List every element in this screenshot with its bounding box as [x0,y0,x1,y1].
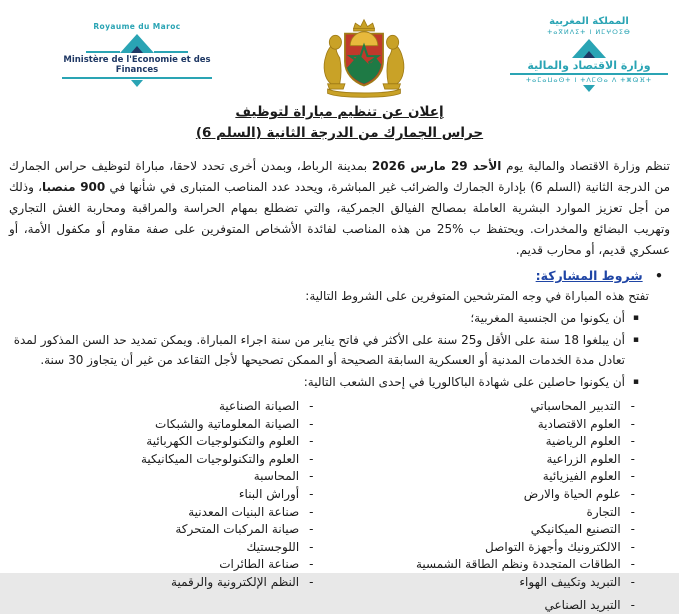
ministry-name-tifinagh: ⵜⴰⵎⴰⵡⴰⵙⵜ ⵏ ⵜⴷⵎⵙⴰ ⴷ ⵜⵥⵕⴼⵜ [505,76,673,84]
branch-item: - الطاقات المتجددة ونظم الطاقة الشمسية [340,556,636,574]
branch-item: - اللوجستيك [0,539,314,557]
intro-date-bold: الأحد 29 مارس 2026 [372,159,502,173]
branch-item: - العلوم الفيزيائية [340,468,636,486]
kingdom-name-french: Royaume du Maroc [52,22,222,31]
branch-item: - الصيانة المعلوماتية والشبكات [0,416,314,434]
intro-part-3: ، وذلك من أجل تعزيز الموارد البشرية العاملة بمصالح الفيالق الجمركية، والتي تضطلع بمهام الحراسة والمراقبة ومحاربة الغش التجاري وتهريب البضائع والمخدرات. ويحتفظ ب %25 من هذه المناصب لفائدة الأشخاص المتوفرين على صفة مقاوم أو مكفول الأمة، أو عسكري قديم، أو محارب قديم. [9,180,670,257]
title-line-1: إعلان عن تنظيم مباراة لتوظيف [0,102,679,123]
kingdom-name-arabic: المملكة المغربية [505,16,673,27]
branch-item: - الصيانة الصناعية [0,398,314,416]
branch-item: - العلوم والتكنولوجيات الكهربائية [0,433,314,451]
ministry-triangle-icon [52,34,222,53]
branch-item: - التبريد الصناعي [340,597,636,614]
small-down-triangle-icon [583,85,595,92]
condition-item: ▪ أن يكونوا حاصلين على شهادة الباكالوريا في إحدى الشعب التالية: [12,372,639,393]
condition-item: ▪ أن يكونوا من الجنسية المغربية؛ [12,308,639,329]
intro-part-1: تنظم وزارة الاقتصاد والمالية يوم [501,159,670,173]
branch-item: - العلوم والتكنولوجيات الميكانيكية [0,451,314,469]
title-line-2: حراس الجمارك من الدرجة الثانية (السلم 6) [0,123,679,144]
rule-right [154,51,188,53]
branches-column-left [0,398,340,614]
conditions-intro: تفتح هذه المباراة في وجه المترشحين المتوفرين على الشروط التالية: [0,286,649,306]
announcement-title [0,102,679,144]
coat-of-arms-wrap [222,14,505,98]
intro-part-2: بمدينة الرباط، وبمدن أخرى تحدد لاحقا، مباراة لتوظيف حراس الجمارك من الدرجة الثانية (السلم 6) بإدارة الجمارك والضرائب غير المباشرة، ويحدد عدد المناصب المتبارى في شأنها في [9,159,670,194]
branch-item: - صناعة الطائرات [0,556,314,574]
ministry-name-arabic: وزارة الاقتصاد والمالية [505,59,673,72]
branch-item: - النظم الإلكترونية والرقمية [0,574,314,592]
moroccan-coat-of-arms-icon [312,16,416,98]
conditions-heading-text: شروط المشاركة: [536,268,643,283]
branch-item: - المحاسبة [0,468,314,486]
baccalaureate-branches [0,398,679,614]
document-header [0,0,679,92]
branch-item: - صيانة المركبات المتحركة [0,521,314,539]
conditions-list [12,308,639,392]
intro-posts-bold: 900 منصبا [42,180,105,194]
branch-item: - العلوم الزراعية [340,451,636,469]
branch-item: - التدبير المحاسباتي [340,398,636,416]
participation-conditions-heading [0,268,663,283]
condition-item: ▪ أن يبلغوا 18 سنة على الأقل و25 سنة على الأكثر في فاتح يناير من سنة اجراء المباراة. ويمكن تمديد حد السن المذكور لمدة تعادل مدة الخدمات المدنية أو العسكرية السابقة الصحيحة أو الممكن تصحيحها لأجل التقاعد من غير أن يتجاوز 30 سنة. [12,330,639,371]
rule-under [510,73,668,75]
kingdom-name-tifinagh: ⵜⴰⴳⵍⴷⵉⵜ ⵏ ⵍⵎⵖⵔⵉⴱ [505,28,673,36]
teal-mountain-icon [120,34,154,53]
branch-item: - التصنيع الميكانيكي [340,521,636,539]
branch-item: - العلوم الرياضية [340,433,636,451]
small-down-triangle-icon [131,80,143,87]
branch-item: - علوم الحياة والارض [340,486,636,504]
ministry-logo-french [52,14,222,87]
branch-item: - صناعة البنيات المعدنية [0,504,314,522]
ministry-logo-arabic [505,14,673,92]
branches-column-right [340,398,679,614]
ministry-name-french: Ministère de l'Economie et des Finances [52,55,222,75]
branch-item: - التبريد وتكييف الهواء [340,574,636,592]
branch-item: - أوراش البناء [0,486,314,504]
rule-under [62,77,212,79]
rule-left [86,51,120,53]
branch-item: - الالكترونيك وأجهزة التواصل [340,539,636,557]
ministry-triangle-icon [505,39,673,58]
branch-item: - العلوم الاقتصادية [340,416,636,434]
intro-paragraph [9,156,670,261]
teal-mountain-icon [572,39,606,58]
branch-item: - التجارة [340,504,636,522]
